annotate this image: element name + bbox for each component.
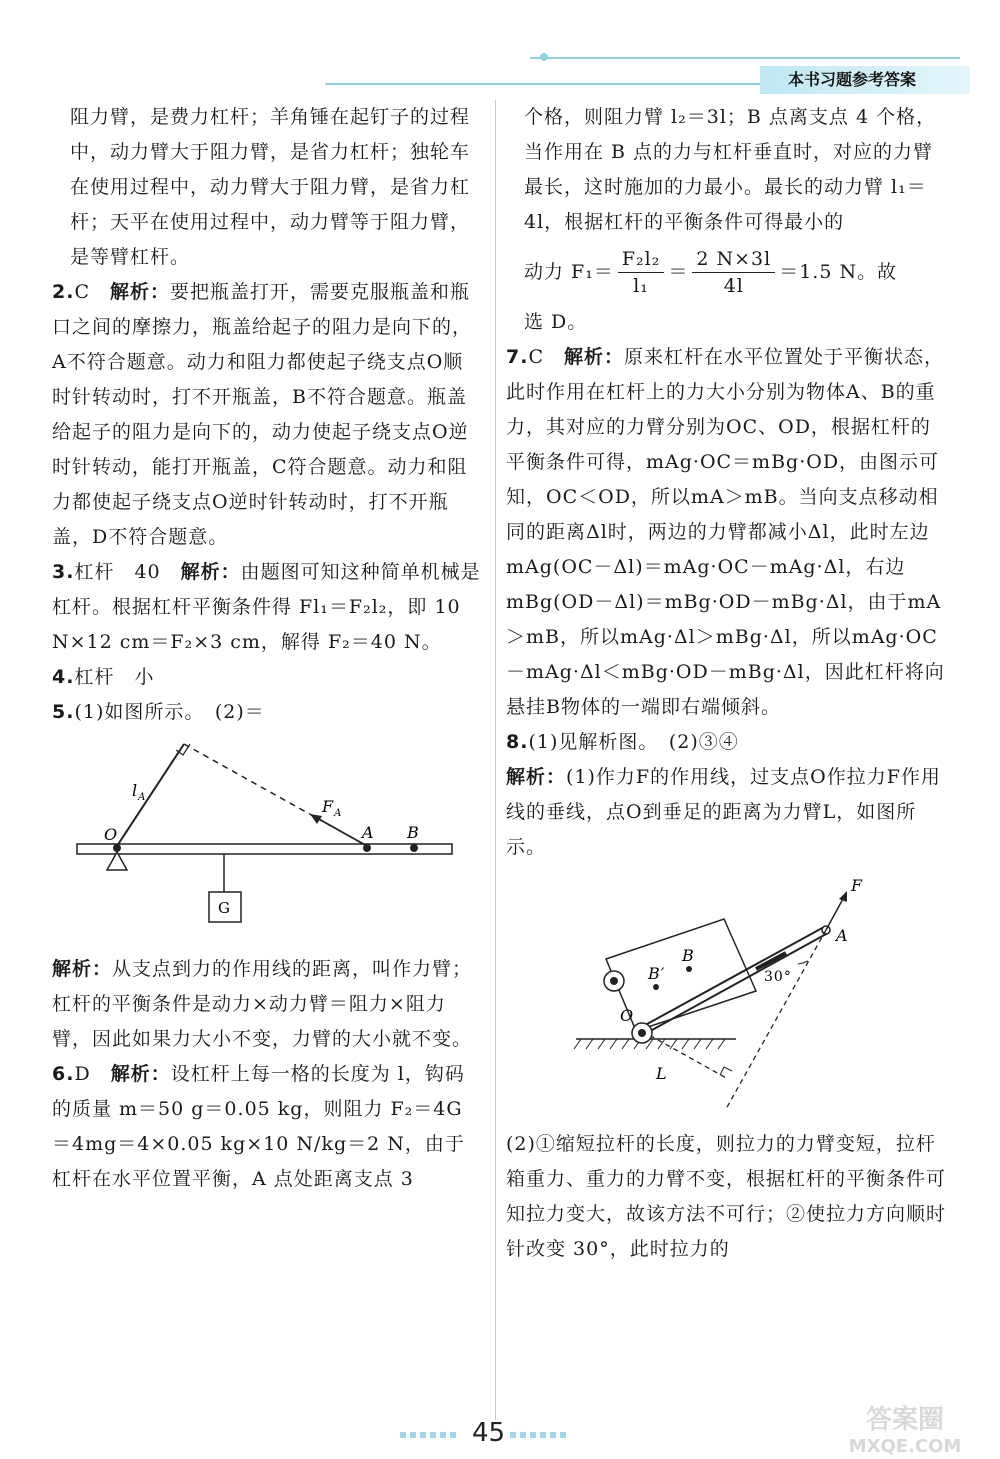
question-4 — [52, 660, 482, 695]
analysis-text: 原来杠杆在水平位置处于平衡状态，此时作用在杠杆上的力大小分别为物体A、B的重力，其对应的力臂分别为OC、OD，根据杠杆的平衡条件可得，mAg·OC＝mBg·OD，由图示可知，OC＜OD，所以mA＞mB。当向支点移动相同的距离Δl时，两边的力臂都减小Δl，此时左边mAg(OC－Δl)＝mAg·OC－mAg·Δl，右边mBg(OD－Δl)＝mBg·OD－mBg·Δl，由于mA＞mB，所以mAg·Δl＞mBg·Δl，所以mAg·OC－mAg·Δl＜mBg·OD－mBg·Δl，因此杠杆将向悬挂B物体的一端即右端倾斜。 — [506, 346, 945, 718]
label-lA-sub: A — [138, 792, 147, 803]
question-5-analysis — [52, 952, 482, 1057]
column-divider — [495, 100, 496, 1420]
question-5 — [52, 695, 482, 730]
label-L: L — [656, 1064, 668, 1083]
analysis-label: 解析： — [564, 346, 625, 368]
watermark-text-cn: 答案圈 — [865, 1405, 945, 1435]
question-6-continued: 个格，则阻力臂 l₂＝3l；B 点离支点 4 个格，当作用在 B 点的力与杠杆垂直时，对应的力臂最长，这时施加的力最小。最长的动力臂 l₁＝4l，根据杠杆的平衡条件可得最小的 — [524, 106, 937, 233]
label-F: F — [851, 876, 864, 895]
header-bar — [325, 83, 795, 85]
fraction-1-num: F₂l₂ — [618, 246, 665, 273]
label-B-prime: B′ — [648, 964, 666, 983]
question-2 — [52, 275, 482, 555]
header-title: 本书习题参考答案 — [760, 66, 970, 94]
answer: (1)见解析图。 (2)③④ — [528, 731, 739, 753]
question-3 — [52, 555, 482, 660]
question-number: 5. — [52, 701, 75, 723]
question-number: 8. — [506, 731, 529, 753]
question-8-analysis — [506, 760, 946, 865]
header-line — [530, 57, 960, 59]
analysis-label: 解析： — [180, 561, 241, 583]
answer: C — [74, 281, 90, 303]
fraction-1 — [618, 246, 665, 299]
label-A: A — [362, 823, 375, 842]
analysis-text: 设杠杆上每一格的长度为 l，钩码的质量 m＝50 g＝0.05 kg，则阻力 F₂＝4G＝4mg＝4×0.05 kg×10 N/kg＝2 N，由于杠杆在水平位置平衡，A 点处距离支点 3 — [52, 1063, 465, 1190]
svg-text:FA — [321, 797, 342, 819]
analysis-text: (1)作力F的作用线，过支点O作拉力F作用线的垂线，点O到垂足的距离为力臂L，如图所示。 — [506, 766, 941, 858]
analysis-text: 要把瓶盖打开，需要克服瓶盖和瓶口之间的摩擦力，瓶盖给起子的阻力是向下的，A不符合题意。动力和阻力都使起子绕支点O顺时针转动时，打不开瓶盖，B不符合题意。瓶盖给起子的阻力是向下的，动力使起子绕支点O逆时针转动，能打开瓶盖，C符合题意。动力和阻力都使起子绕支点O逆时针转动时，打不开瓶盖，D不符合题意。 — [52, 281, 473, 548]
luggage-lever-diagram-q8 — [506, 869, 946, 1109]
paragraph-q1-end: 阻力臂，是费力杠杆；羊角锤在起钉子的过程中，动力臂大于阻力臂，是省力杠杆；独轮车在使用过程中，动力臂大于阻力臂，是省力杠杆；天平在使用过程中，动力臂等于阻力臂，是等臂杠杆。 — [70, 106, 471, 268]
question-6-end: 选 D。 — [524, 311, 588, 333]
formula-lead: 动力 F₁＝ — [524, 261, 614, 283]
question-6 — [52, 1057, 482, 1197]
analysis-text: 从支点到力的作用线的距离，叫作力臂；杠杆的平衡条件是动力×动力臂＝阻力×阻力臂，因此如果力大小不变，力臂的大小就不变。 — [52, 958, 473, 1050]
answer: 杠杆 小 — [74, 666, 155, 688]
lever-diagram-q5 — [52, 734, 472, 934]
answer: D — [74, 1063, 91, 1085]
label-O: O — [104, 825, 119, 844]
label-B: B — [682, 946, 695, 965]
analysis-label: 解析： — [506, 766, 567, 788]
page-number-decoration-right — [510, 1432, 570, 1438]
left-column — [52, 100, 482, 1197]
question-number: 3. — [52, 561, 75, 583]
label-B: B — [407, 823, 420, 842]
fraction-2 — [692, 246, 775, 299]
watermark-text-url: MXQE.COM — [848, 1436, 962, 1457]
label-FA: F — [322, 797, 335, 816]
question-number: 4. — [52, 666, 75, 688]
analysis-label: 解析： — [110, 1063, 171, 1085]
watermark-logo — [820, 1400, 990, 1458]
analysis-label: 解析： — [110, 281, 171, 303]
fraction-2-num: 2 N×3l — [692, 246, 775, 273]
analysis-text: 由题图可知这种简单机械是杠杆。根据杠杆平衡条件得 Fl₁＝F₂l₂，即 10 N×12 cm＝F₂×3 cm，解得 F₂＝40 N。 — [52, 561, 481, 653]
page-number: 45 — [472, 1418, 506, 1448]
question-7 — [506, 340, 946, 725]
label-lA: l — [132, 781, 139, 800]
formula-eq: ＝ — [668, 261, 689, 283]
svg-text:lA — [132, 781, 146, 803]
answer: (1)如图所示。 (2)＝ — [74, 701, 265, 723]
question-8 — [506, 725, 946, 760]
answer: C — [528, 346, 544, 368]
label-G: G — [218, 899, 231, 917]
right-column — [506, 100, 946, 1267]
label-A: A — [836, 926, 849, 945]
formula-row — [506, 246, 946, 299]
question-8-part2: (2)①缩短拉杆的长度，则拉力的力臂变短，拉杆箱重力、重力的力臂不变，根据杠杆的平衡条件可知拉力变大，故该方法不可行；②使拉力方向顺时针改变 30°，此时拉力的 — [506, 1133, 947, 1260]
analysis-label: 解析： — [52, 958, 113, 980]
label-O: O — [620, 1006, 635, 1025]
label-FA-sub: A — [334, 808, 343, 819]
question-number: 7. — [506, 346, 529, 368]
label-angle: 30° — [764, 969, 792, 985]
question-number: 6. — [52, 1063, 75, 1085]
formula-tail: ＝1.5 N。故 — [779, 261, 898, 283]
question-number: 2. — [52, 281, 75, 303]
fraction-2-den: 4l — [723, 275, 744, 297]
fraction-1-den: l₁ — [633, 275, 649, 297]
answer: 杠杆 40 — [74, 561, 161, 583]
page-number-decoration-left — [400, 1432, 460, 1438]
